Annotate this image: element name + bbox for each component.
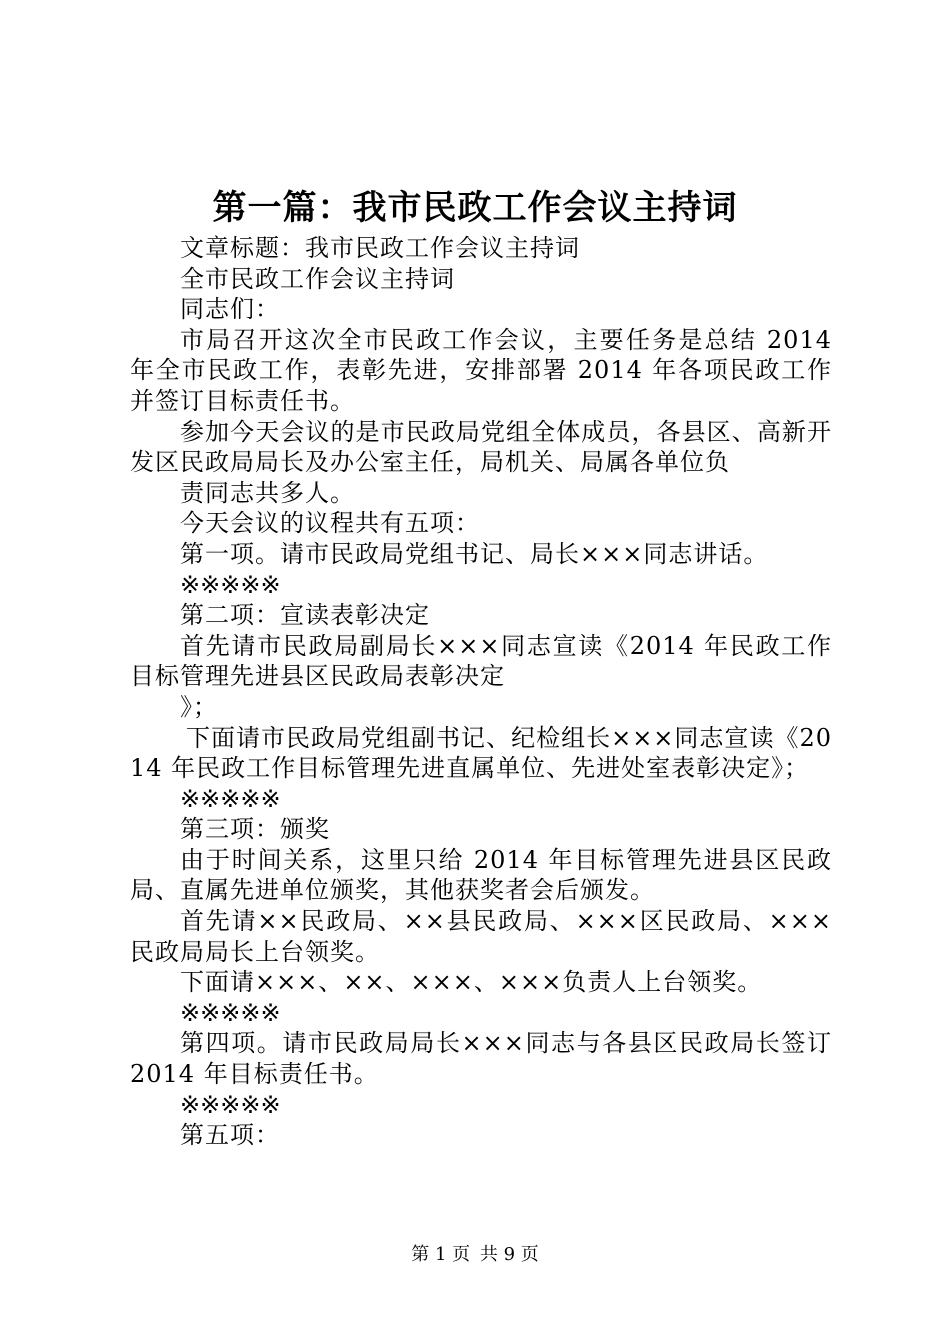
paragraph: 》；	[180, 692, 218, 721]
paragraph: 参加今天会议的是市民政局党组全体成员，各县区、高新开发区民政局局长及办公室主任，局机关、局属各单位负	[130, 417, 832, 477]
paragraph: 第二项：宣读表彰决定	[180, 601, 430, 630]
document-body	[130, 233, 832, 1151]
section-separator: ※※※※※	[180, 784, 281, 813]
paragraph: 全市民政工作会议主持词	[180, 264, 455, 293]
paragraph: 下面请×××、××、×××、×××负责人上台领奖。	[180, 968, 763, 997]
paragraph: 由于时间关系，这里只给 2014 年目标管理先进县区民政局、直属先进单位颁奖，其他获奖者会后颁发。	[130, 845, 832, 905]
paragraph: 首先请市民政局副局长×××同志宣读《2014 年民政工作目标管理先进县区民政局表彰决定	[130, 631, 832, 691]
section-separator: ※※※※※	[180, 1090, 281, 1119]
paragraph: 同志们：	[180, 295, 280, 324]
page-number: 第 1 页	[411, 1244, 471, 1265]
paragraph: 下面请市民政局党组副书记、纪检组长×××同志宣读《2014 年民政工作目标管理先进直属单位、先进处室表彰决定》；	[130, 723, 832, 783]
page-footer	[0, 1243, 950, 1267]
paragraph: 第五项：	[180, 1121, 280, 1150]
paragraph: 第一项。请市民政局党组书记、局长×××同志讲话。	[180, 539, 769, 568]
paragraph: 责同志共多人。	[180, 478, 355, 507]
paragraph: 文章标题：我市民政工作会议主持词	[180, 234, 580, 262]
paragraph: 第三项：颁奖	[180, 815, 330, 844]
section-separator: ※※※※※	[180, 570, 281, 599]
paragraph: 第四项。请市民政局局长×××同志与各县区民政局长签订 2014 年目标责任书。	[130, 1029, 832, 1089]
paragraph: 今天会议的议程共有五项：	[180, 509, 480, 538]
paragraph: 市局召开这次全市民政工作会议，主要任务是总结 2014 年全市民政工作，表彰先进，安排部署 2014 年各项民政工作并签订目标责任书。	[130, 325, 832, 415]
section-separator: ※※※※※	[180, 998, 281, 1027]
document-title: 第一篇：我市民政工作会议主持词	[212, 188, 738, 228]
page-total: 共 9 页	[479, 1244, 539, 1265]
paragraph: 首先请××民政局、××县民政局、×××区民政局、×××民政局局长上台领奖。	[130, 907, 832, 966]
